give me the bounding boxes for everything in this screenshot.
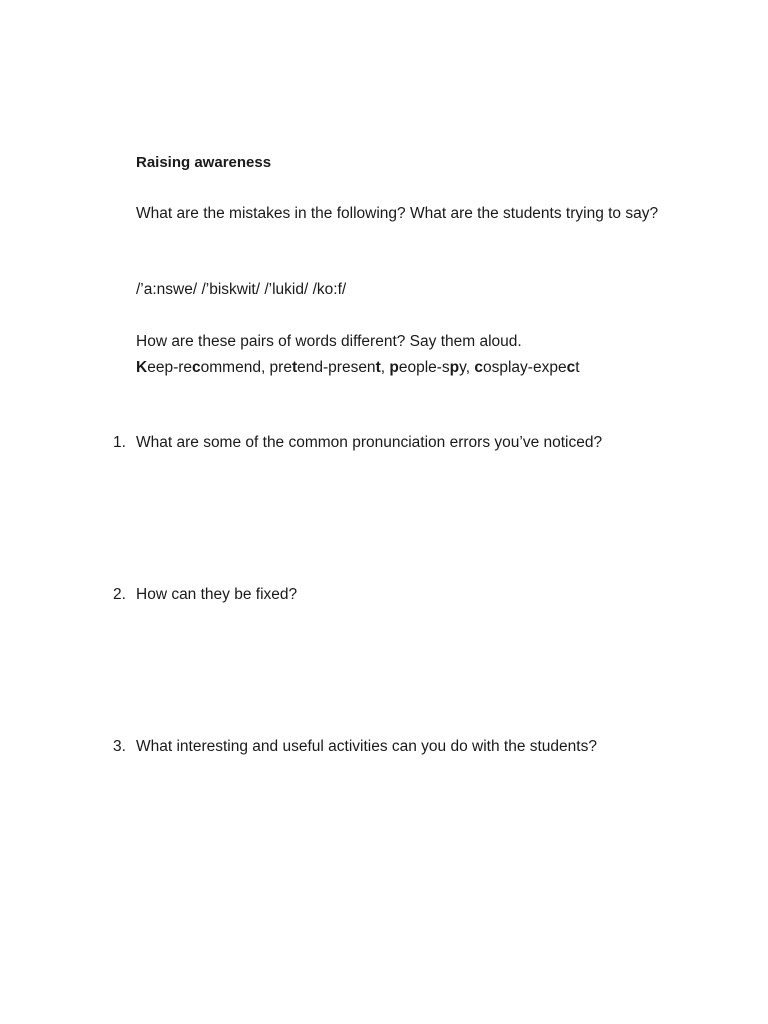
section-heading: Raising awareness xyxy=(136,154,272,171)
question-number: 1. xyxy=(113,434,126,451)
emphasized-letter: p xyxy=(449,359,460,376)
word-segment: eople-s xyxy=(398,359,450,376)
question-text: How can they be fixed? xyxy=(136,586,298,603)
emphasized-letter: t xyxy=(291,359,298,376)
pairs-question: How are these pairs of words different? Say them aloud. xyxy=(136,333,522,350)
word-segment: y, xyxy=(459,359,475,376)
emphasized-letter: K xyxy=(136,359,148,376)
word-segment: eep-re xyxy=(147,359,193,376)
question-text: What interesting and useful activities can you do with the students? xyxy=(136,738,597,755)
mistakes-question: What are the mistakes in the following? What are the students trying to say? xyxy=(136,205,659,222)
phonetic-examples: /’a:nswe/ /’biskwit/ /’lukid/ /ko:f/ xyxy=(136,281,347,298)
word-segment: ommend, pre xyxy=(200,359,292,376)
emphasized-letter: c xyxy=(474,359,483,376)
question-text: What are some of the common pronunciation errors you’ve noticed? xyxy=(136,434,603,451)
question-number: 3. xyxy=(113,738,126,755)
question-item xyxy=(113,734,713,760)
emphasized-letter: c xyxy=(566,359,576,376)
word-segment: end-presen xyxy=(297,359,376,376)
emphasized-letter: c xyxy=(192,359,201,376)
word-segment: t xyxy=(575,359,580,376)
emphasized-letter: t xyxy=(375,359,381,376)
question-item xyxy=(113,582,713,608)
word-segment: , xyxy=(380,359,390,376)
emphasized-letter: p xyxy=(389,359,399,376)
word-pairs xyxy=(136,355,676,381)
question-number: 2. xyxy=(113,586,126,603)
pairs-paragraph xyxy=(136,329,676,381)
question-item xyxy=(113,430,713,456)
word-segment: osplay-expe xyxy=(482,359,567,376)
